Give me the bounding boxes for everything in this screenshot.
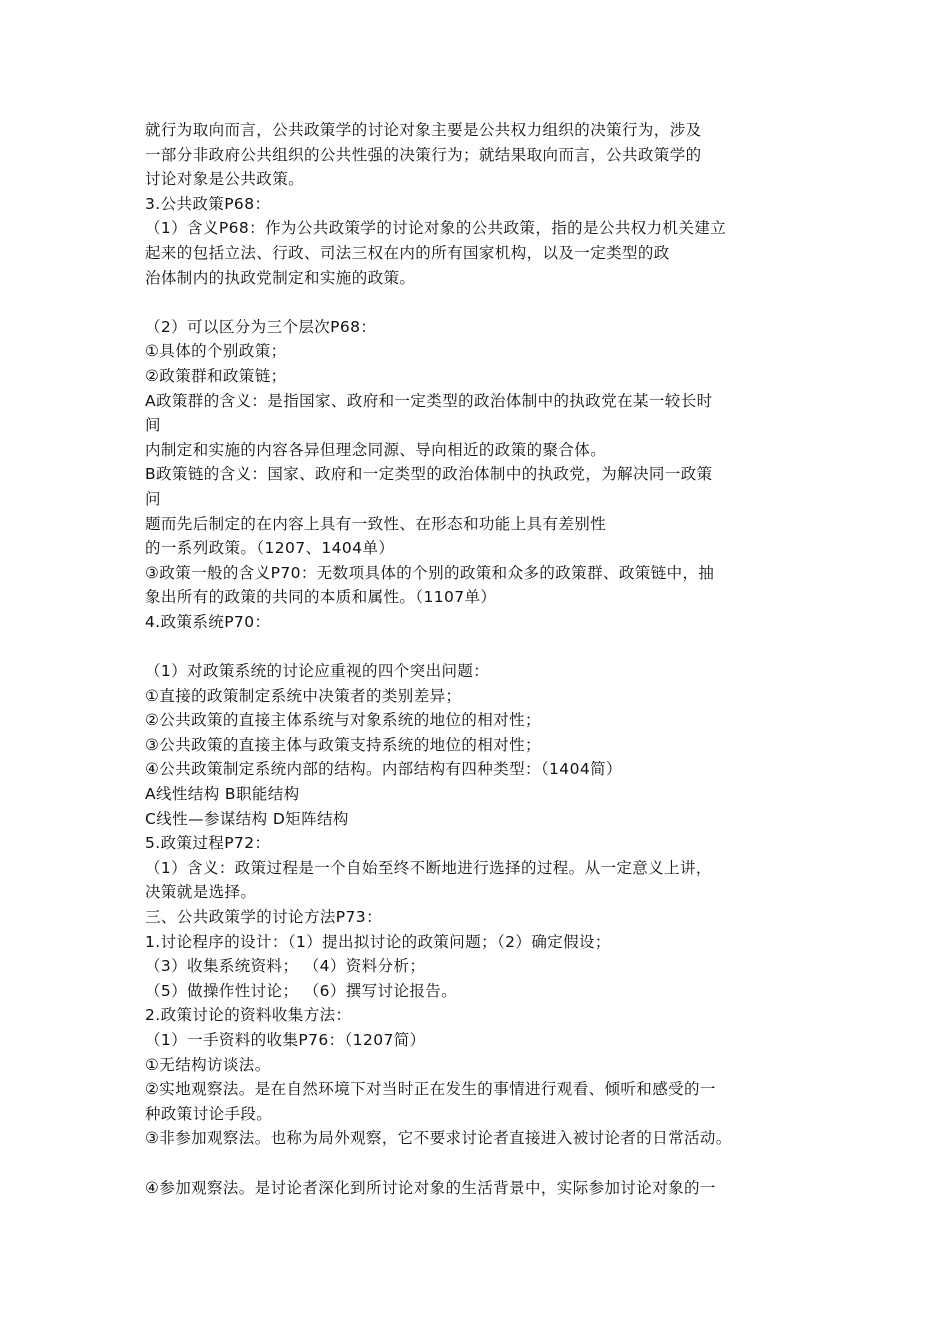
text-line: B政策链的含义：国家、政府和一定类型的政治体制中的执政党，为解决同一政策	[145, 465, 713, 484]
text-line: 决策就是选择。	[145, 883, 257, 902]
text-line: 起来的包括立法、行政、司法三权在内的所有国家机构，以及一定类型的政	[145, 243, 670, 262]
text-line: 5.政策过程P72：	[145, 834, 271, 853]
text-line: 的一系列政策。（1207、1404单）	[145, 539, 395, 558]
text-line: ③公共政策的直接主体与政策支持系统的地位的相对性；	[145, 735, 541, 754]
text-line: 1.讨论程序的设计：（1）提出拟讨论的政策问题；（2）确定假设；	[145, 932, 611, 951]
text-line: 2.政策讨论的资料收集方法：	[145, 1006, 352, 1025]
text-line: 象出所有的政策的共同的本质和属性。（1107单）	[145, 588, 497, 607]
text-line: （1）对政策系统的讨论应重视的四个突出问题：	[145, 662, 490, 681]
text-line: A线性结构 B职能结构	[145, 785, 300, 804]
blank-line	[145, 1151, 825, 1176]
text-line: ③政策一般的含义P70：无数项具体的个别的政策和众多的政策群、政策链中，抽	[145, 563, 715, 582]
document-body	[145, 118, 825, 1200]
text-line: ①直接的政策制定系统中决策者的类别差异；	[145, 686, 462, 705]
text-line: ②实地观察法。是在自然环境下对当时正在发生的事情进行观看、倾听和感受的一	[145, 1080, 716, 1099]
text-line: ②公共政策的直接主体系统与对象系统的地位的相对性；	[145, 711, 541, 730]
blank-line	[145, 290, 825, 315]
text-line: 问	[145, 489, 161, 508]
text-line: 讨论对象是公共政策。	[145, 170, 305, 189]
blank-line	[145, 634, 825, 659]
text-line: （2）可以区分为三个层次P68：	[145, 317, 377, 336]
text-line: ①无结构访谈法。	[145, 1055, 271, 1074]
text-line: 一部分非政府公共组织的公共性强的决策行为；就结果取向而言，公共政策学的	[145, 145, 702, 164]
text-line: 三、公共政策学的讨论方法P73：	[145, 908, 382, 926]
text-line: （1）含义：政策过程是一个自始至终不断地进行选择的过程。从一定意义上讲，	[145, 858, 712, 877]
text-line: C线性—参谋结构 D矩阵结构	[145, 809, 349, 828]
text-line: （3）收集系统资料； （4）资料分析；	[145, 957, 426, 976]
text-line: ④参加观察法。是讨论者深化到所讨论对象的生活背景中，实际参加讨论对象的一	[145, 1178, 716, 1197]
text-line: ③非参加观察法。也称为局外观察，它不要求讨论者直接进入被讨论者的日常活动。	[145, 1129, 732, 1148]
text-line: ②政策群和政策链；	[145, 366, 287, 385]
text-line: ④公共政策制定系统内部的结构。内部结构有四种类型：（1404简）	[145, 760, 622, 779]
text-line: 间	[145, 416, 161, 435]
text-line: A政策群的含义：是指国家、政府和一定类型的政治体制中的执政党在某一较长时	[145, 391, 713, 410]
text-line: （1）含义P68：作为公共政策学的讨论对象的公共政策，指的是公共权力机关建立	[145, 219, 727, 238]
text-line: 治体制内的执政党制定和实施的政策。	[145, 268, 416, 287]
text-line: ①具体的个别政策；	[145, 342, 287, 361]
text-line: 3.公共政策P68：	[145, 194, 271, 213]
text-line: （5）做操作性讨论； （6）撰写讨论报告。	[145, 981, 458, 1000]
text-line: 种政策讨论手段。	[145, 1104, 273, 1123]
text-line: 题而先后制定的在内容上具有一致性、在形态和功能上具有差别性	[145, 514, 607, 533]
text-line: 内制定和实施的内容各异但理念同源、导向相近的政策的聚合体。	[145, 440, 607, 459]
text-line: 4.政策系统P70：	[145, 612, 271, 631]
text-line: （1）一手资料的收集P76：（1207简）	[145, 1030, 426, 1049]
text-line: 就行为取向而言，公共政策学的讨论对象主要是公共权力组织的决策行为，涉及	[145, 121, 702, 139]
